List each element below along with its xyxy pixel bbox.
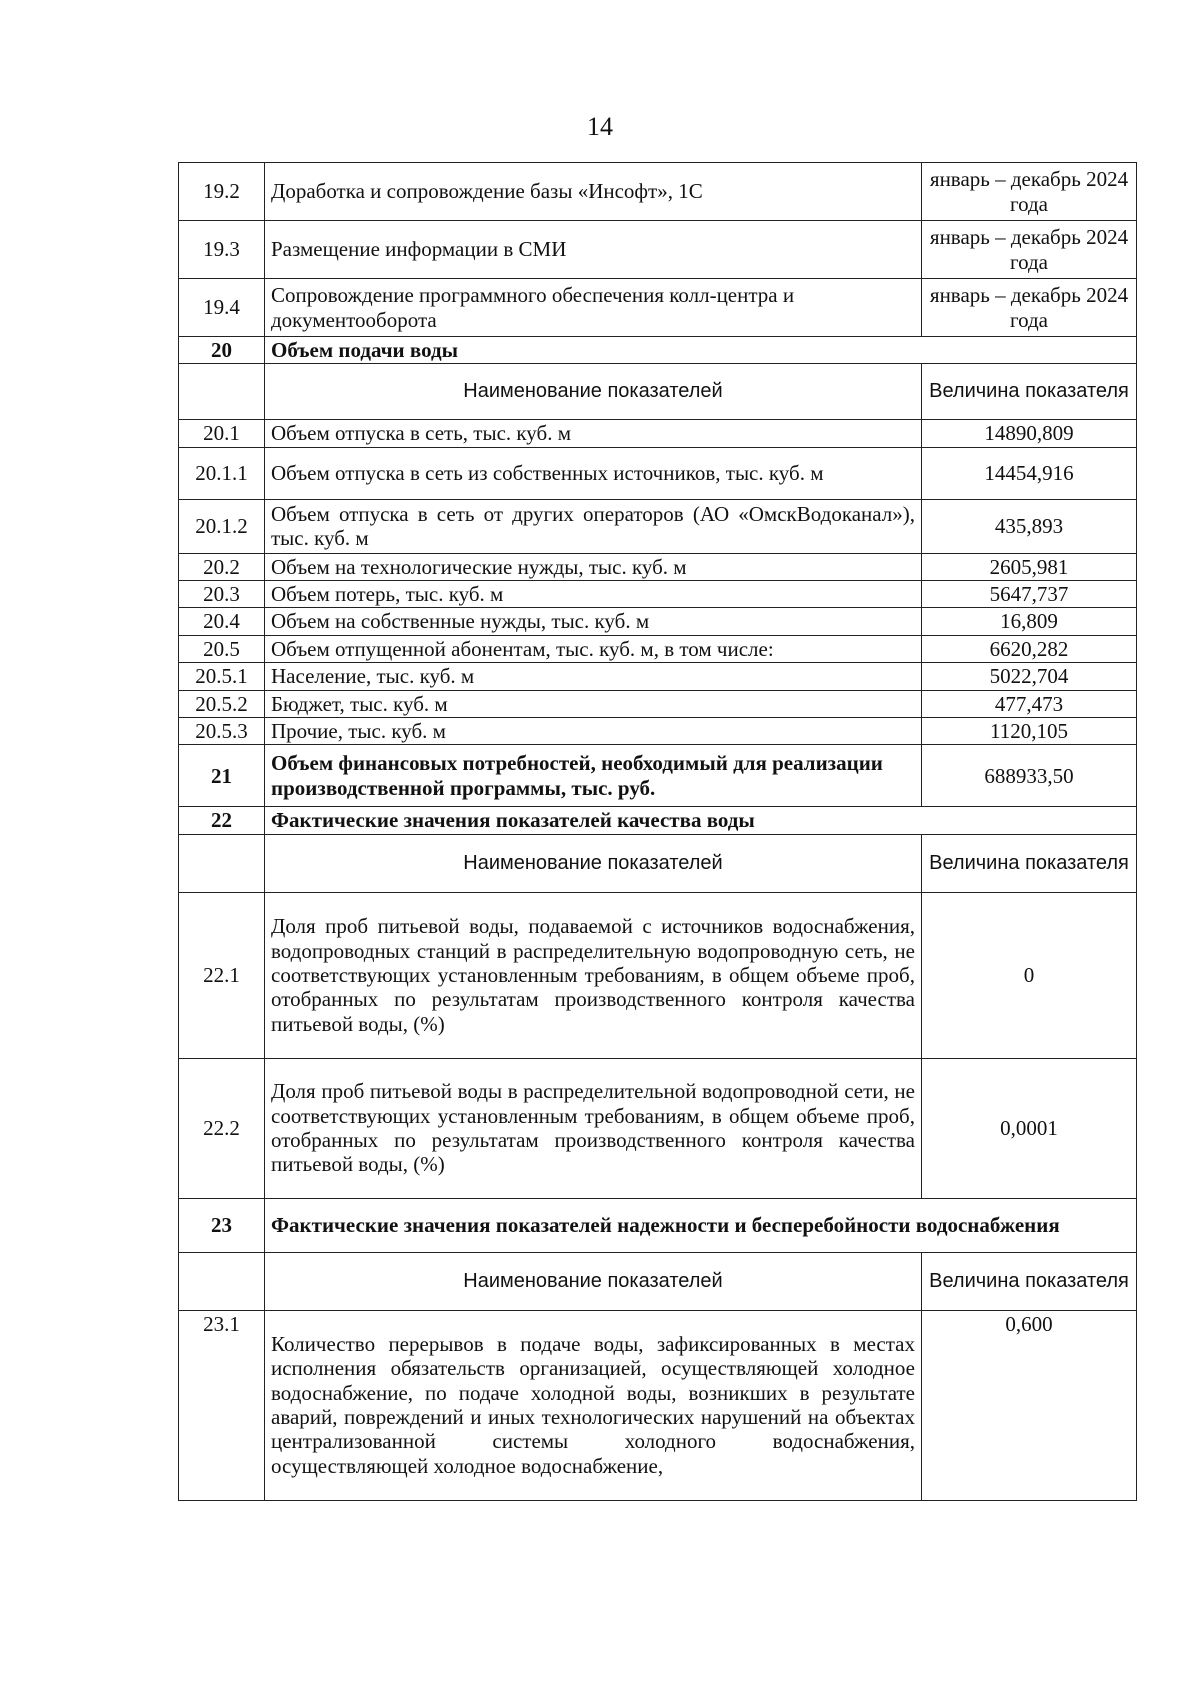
row-text: Прочие, тыс. куб. м (265, 717, 922, 744)
row-number: 20.5.3 (179, 717, 265, 744)
row-number: 22.1 (179, 892, 265, 1058)
program-table (178, 162, 1137, 1501)
column-header-name: Наименование показателей (265, 364, 922, 420)
row-value: 6620,282 (922, 635, 1137, 662)
page-number: 14 (587, 112, 613, 141)
row-text: Объем на технологические нужды, тыс. куб. м (265, 553, 922, 580)
table-row (179, 892, 1137, 1058)
row-value: 14890,809 (922, 420, 1137, 447)
section-heading-row (179, 807, 1137, 834)
row-number: 23.1 (179, 1310, 265, 1500)
column-header-name: Наименование показателей (265, 1252, 922, 1310)
section-number: 21 (179, 745, 265, 807)
row-value: 0 (922, 892, 1137, 1058)
row-text: Доля проб питьевой воды в распределительной водопроводной сети, не соответствующих установленным требованиям, в общем объеме проб, отобранных по результатам производственного контроля качества питьевой воды, (%) (265, 1058, 922, 1198)
row-text: Бюджет, тыс. куб. м (265, 690, 922, 717)
row-period: январь – декабрь 2024 года (922, 163, 1137, 221)
table-row (179, 663, 1137, 690)
empty-cell (179, 1252, 265, 1310)
row-value: 1120,105 (922, 717, 1137, 744)
row-text: Размещение информации в СМИ (265, 221, 922, 279)
row-period: январь – декабрь 2024 года (922, 279, 1137, 337)
column-header-value: Величина показателя (922, 364, 1137, 420)
row-value: 5647,737 (922, 581, 1137, 608)
table-row (179, 499, 1137, 553)
row-number: 20.1.1 (179, 447, 265, 499)
row-number: 19.2 (179, 163, 265, 221)
table-row (179, 581, 1137, 608)
row-text: Объем отпуска в сеть от других операторов (АО «ОмскВодоканал»), тыс. куб. м (265, 499, 922, 553)
table-row (179, 690, 1137, 717)
table-row (179, 717, 1137, 744)
row-text: Сопровождение программного обеспечения колл-центра и документооборота (265, 279, 922, 337)
row-number: 19.3 (179, 221, 265, 279)
table-row (179, 221, 1137, 279)
row-text: Объем на собственные нужды, тыс. куб. м (265, 608, 922, 635)
column-header-name: Наименование показателей (265, 834, 922, 892)
section-title: Фактические значения показателей надежности и бесперебойности водоснабжения (265, 1198, 1137, 1252)
section-title: Фактические значения показателей качества воды (265, 807, 1137, 834)
section-number: 23 (179, 1198, 265, 1252)
row-number: 20.2 (179, 553, 265, 580)
row-value: 14454,916 (922, 447, 1137, 499)
section-title: Объем подачи воды (265, 337, 1137, 364)
table-row (179, 635, 1137, 662)
row-value: 0,600 (922, 1310, 1137, 1500)
column-header-value: Величина показателя (922, 834, 1137, 892)
row-text: Объем отпуска в сеть, тыс. куб. м (265, 420, 922, 447)
row-number: 20.3 (179, 581, 265, 608)
column-header-row (179, 1252, 1137, 1310)
row-number: 20.1.2 (179, 499, 265, 553)
row-number: 20.5.2 (179, 690, 265, 717)
table-row (179, 1058, 1137, 1198)
section-title: Объем финансовых потребностей, необходимый для реализации производственной программы, тыс. руб. (265, 745, 922, 807)
row-number: 20.4 (179, 608, 265, 635)
section-number: 20 (179, 337, 265, 364)
row-value: 16,809 (922, 608, 1137, 635)
row-text: Объем потерь, тыс. куб. м (265, 581, 922, 608)
table-row (179, 279, 1137, 337)
row-text: Население, тыс. куб. м (265, 663, 922, 690)
table-row (179, 420, 1137, 447)
section-heading-row (179, 337, 1137, 364)
row-value: 477,473 (922, 690, 1137, 717)
row-value: 0,0001 (922, 1058, 1137, 1198)
row-period: январь – декабрь 2024 года (922, 221, 1137, 279)
row-value: 5022,704 (922, 663, 1137, 690)
row-value: 435,893 (922, 499, 1137, 553)
row-value: 2605,981 (922, 553, 1137, 580)
section-summary-row (179, 745, 1137, 807)
row-number: 20.5.1 (179, 663, 265, 690)
row-number: 20.5 (179, 635, 265, 662)
section-number: 22 (179, 807, 265, 834)
row-number: 19.4 (179, 279, 265, 337)
row-value: 688933,50 (922, 745, 1137, 807)
row-text: Объем отпуска в сеть из собственных источников, тыс. куб. м (265, 447, 922, 499)
column-header-row (179, 834, 1137, 892)
row-text: Количество перерывов в подаче воды, зафиксированных в местах исполнения обязательств организацией, осуществляющей холодное водоснабжение, по подаче холодной воды, возникших в результате аварий, повреждений и иных технологических нарушений на объектах централизованной системы холодного водоснабжения, осуществляющей холодное водоснабжение, (265, 1310, 922, 1500)
row-text: Доработка и сопровождение базы «Инсофт», 1С (265, 163, 922, 221)
row-number: 20.1 (179, 420, 265, 447)
row-text: Доля проб питьевой воды, подаваемой с источников водоснабжения, водопроводных станций в распределительную водопроводную сеть, не соответствующих установленным требованиям, в общем объеме проб, отобранных по результатам производственного контроля качества питьевой воды, (%) (265, 892, 922, 1058)
table-row (179, 1310, 1137, 1500)
table-row (179, 163, 1137, 221)
empty-cell (179, 834, 265, 892)
column-header-value: Величина показателя (922, 1252, 1137, 1310)
table-row (179, 553, 1137, 580)
empty-cell (179, 364, 265, 420)
row-number: 22.2 (179, 1058, 265, 1198)
column-header-row (179, 364, 1137, 420)
section-heading-row (179, 1198, 1137, 1252)
table-row (179, 608, 1137, 635)
row-text: Объем отпущенной абонентам, тыс. куб. м, в том числе: (265, 635, 922, 662)
table-row (179, 447, 1137, 499)
